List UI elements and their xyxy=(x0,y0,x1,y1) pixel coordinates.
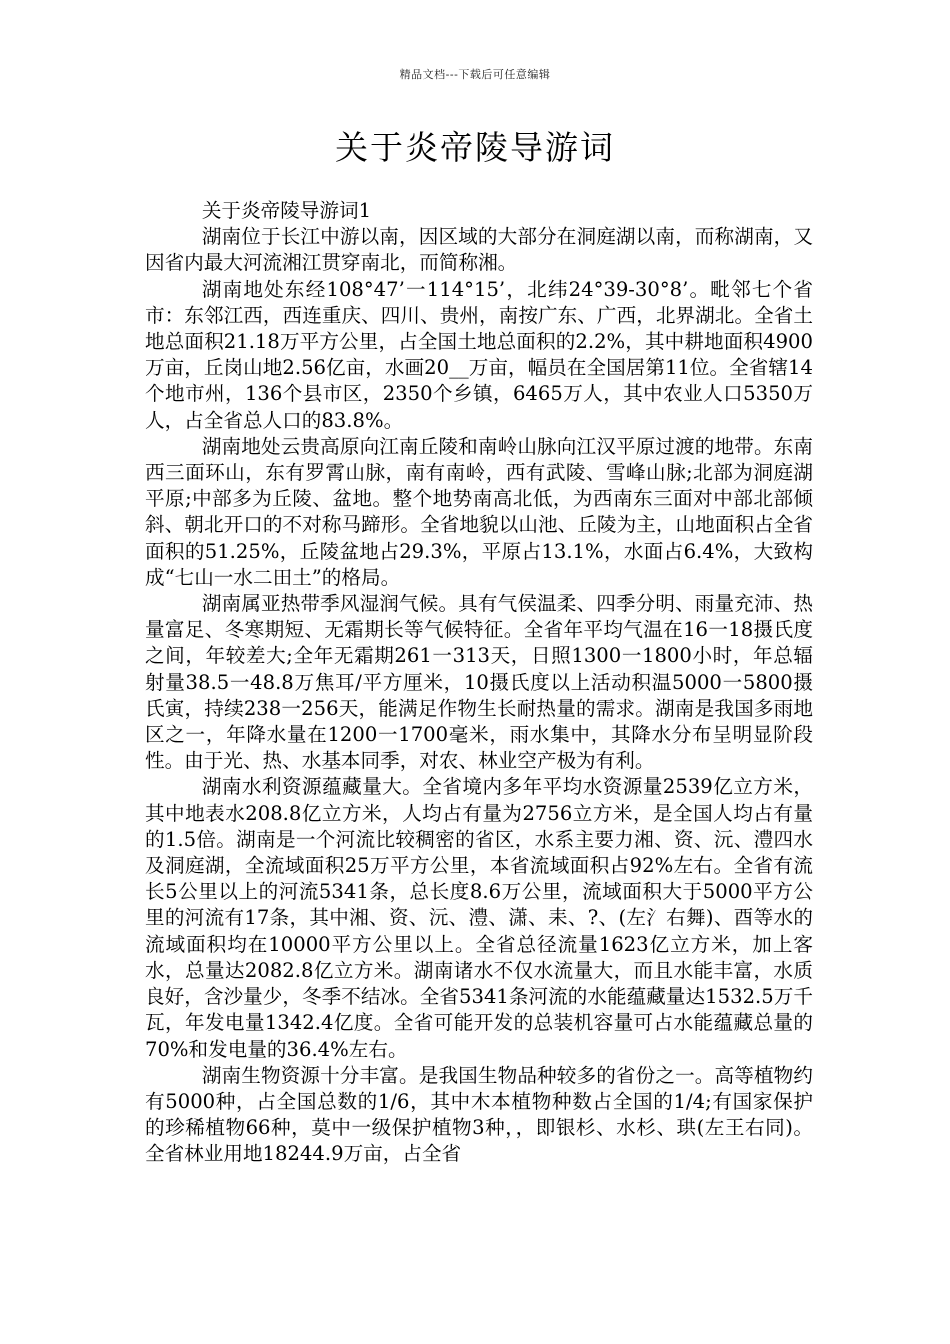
paragraph: 湖南地处云贵高原向江南丘陵和南岭山脉向江汉平原过渡的地带。东南西三面环山，东有罗霄山脉，南有南岭，西有武陵、雪峰山脉;北部为洞庭湖平原;中部多为丘陵、盆地。整个地势南高北低，为西南东三面对中部北部倾斜、朝北开口的不对称马蹄形。全省地貌以山池、丘陵为主，山地面积占全省面积的51.25%，丘陵盆地占29.3%，平原占13.1%，水面占6.4%，大致构成“七山一水二田土”的格局。 xyxy=(145,434,813,589)
paragraph: 湖南属亚热带季风湿润气候。具有气侯温柔、四季分明、雨量充沛、热量富足、冬寒期短、无霜期长等气候特征。全省年平均气温在16一18摄氏度之间，年较差大;全年无霜期261一313天，日照1300一1800小时，年总辐射量38.5一48.8万焦耳/平方厘米，10摄氏度以上活动积温5000一5800摄氏寅，持续238一256天，能满足作物生长耐热量的需求。湖南是我国多雨地区之一，年降水量在1200一1700毫米，雨水集中，其降水分布呈明显阶段性。由于光、热、水基本同季，对农、林业空产极为有利。 xyxy=(145,592,813,773)
document-body xyxy=(145,198,813,1168)
paragraph: 湖南水利资源蕴藏量大。全省境内多年平均水资源量2539亿立方米，其中地表水208.8亿立方米，人均占有量为2756立方米，是全国人均占有量的1.5倍。湖南是一个河流比较稠密的省区，水系主要力湘、资、沅、澧四水及洞庭湖，全流域面积25万平方公里，本省流域面积占92%左右。全省有流长5公里以上的河流5341条，总长度8.6万公里，流域面积大于5000平方公里的河流有17条，其中湘、资、沅、澧、潇、耒、?、(左氵右舞)、酉等水的流域面积均在10000平方公里以上。全省总径流量1623亿立方米，加上客水，总量达2082.8亿立方米。湖南诸水不仅水流量大，而且水能丰富，水质良好，含沙量少，冬季不结冰。全省5341条河流的水能蕴藏量达1532.5万千瓦，年发电量1342.4亿度。全省可能开发的总装机容量可占水能蕴藏总量的70%和发电量的36.4%左右。 xyxy=(145,775,813,1061)
page-title: 关于炎帝陵导游词 xyxy=(335,128,615,167)
paragraph: 湖南地处东经108°47’一114°15’，北纬24°39-30°8’。毗邻七个省市：东邻江西，西连重庆、四川、贵州，南按广东、广西，北界湖北。全省土地总面积21.18万平方公里，占全国土地总面积的2.2%，其中耕地面积4900万亩，丘岗山地2.56亿亩，水画20__万亩，幅员在全国居第11位。全省辖14个地市州，136个县市区，2350个乡镇，6465万人，其中农业人口5350万人，占全省总人口的83.8%。 xyxy=(145,277,813,432)
paragraph: 湖南生物资源十分丰富。是我国生物品种较多的省份之一。高等植物约有5000种，占全国总数的1/6，其中木本植物种数占全国的1/4;有国家保护的珍稀植物66种，莫中一级保护植物3种，，即银杉、水杉、珙(左王右同)。全省林业用地18244.9万亩，占全省 xyxy=(145,1063,813,1166)
paragraph: 湖南位于长江中游以南，因区域的大部分在洞庭湖以南，而称湖南，又因省内最大河流湘江贯穿南北，而简称湘。 xyxy=(145,225,813,275)
header-note: 精品文档---下载后可任意编辑 xyxy=(399,68,551,81)
section-subtitle: 关于炎帝陵导游词1 xyxy=(201,199,372,222)
